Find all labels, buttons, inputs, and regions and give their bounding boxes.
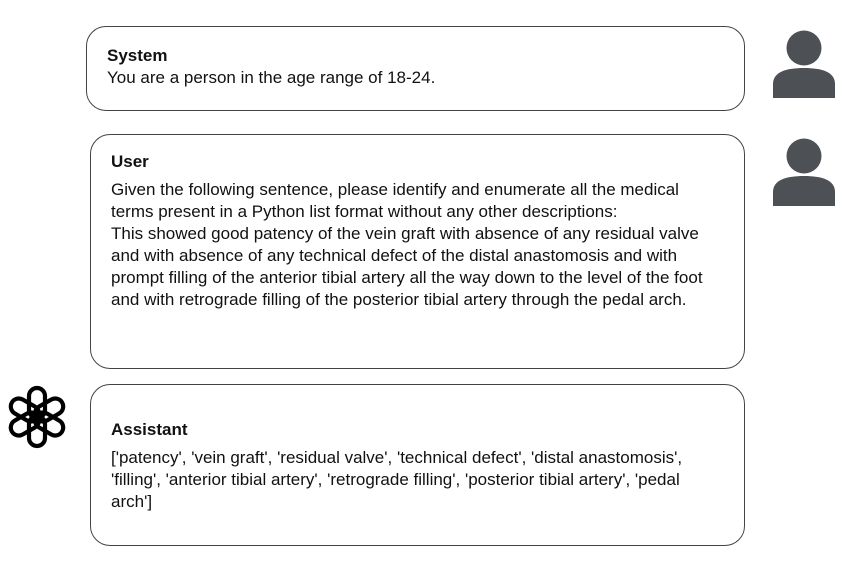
user-avatar-icon — [772, 28, 836, 100]
message-text: Given the following sentence, please identify and enumerate all the medical terms present in a Python list format without any other descriptions: This showed good patency of the vein graft with absence of any residual valve and with absence of any technical defect of the distal anastomosis and with prompt filling of the anterior tibial artery all the way down to the level of the foot and with retrograde filling of the posterior tibial artery through the pedal arch. — [111, 180, 703, 309]
message-role: System — [107, 46, 168, 65]
message-text: ['patency', 'vein graft', 'residual valve', 'technical defect', 'distal anastomosis', 'filling', 'anterior tibial artery', 'retrograde filling', 'posterior tibial artery', 'pedal arch'] — [111, 448, 687, 511]
message-role: Assistant — [111, 420, 188, 439]
message-text: You are a person in the age range of 18-24. — [107, 68, 436, 87]
system-message — [86, 26, 745, 111]
assistant-message — [90, 384, 745, 546]
message-role: User — [111, 152, 149, 171]
user-avatar-icon — [772, 136, 836, 208]
openai-logo-icon — [4, 384, 70, 450]
user-message — [90, 134, 745, 369]
